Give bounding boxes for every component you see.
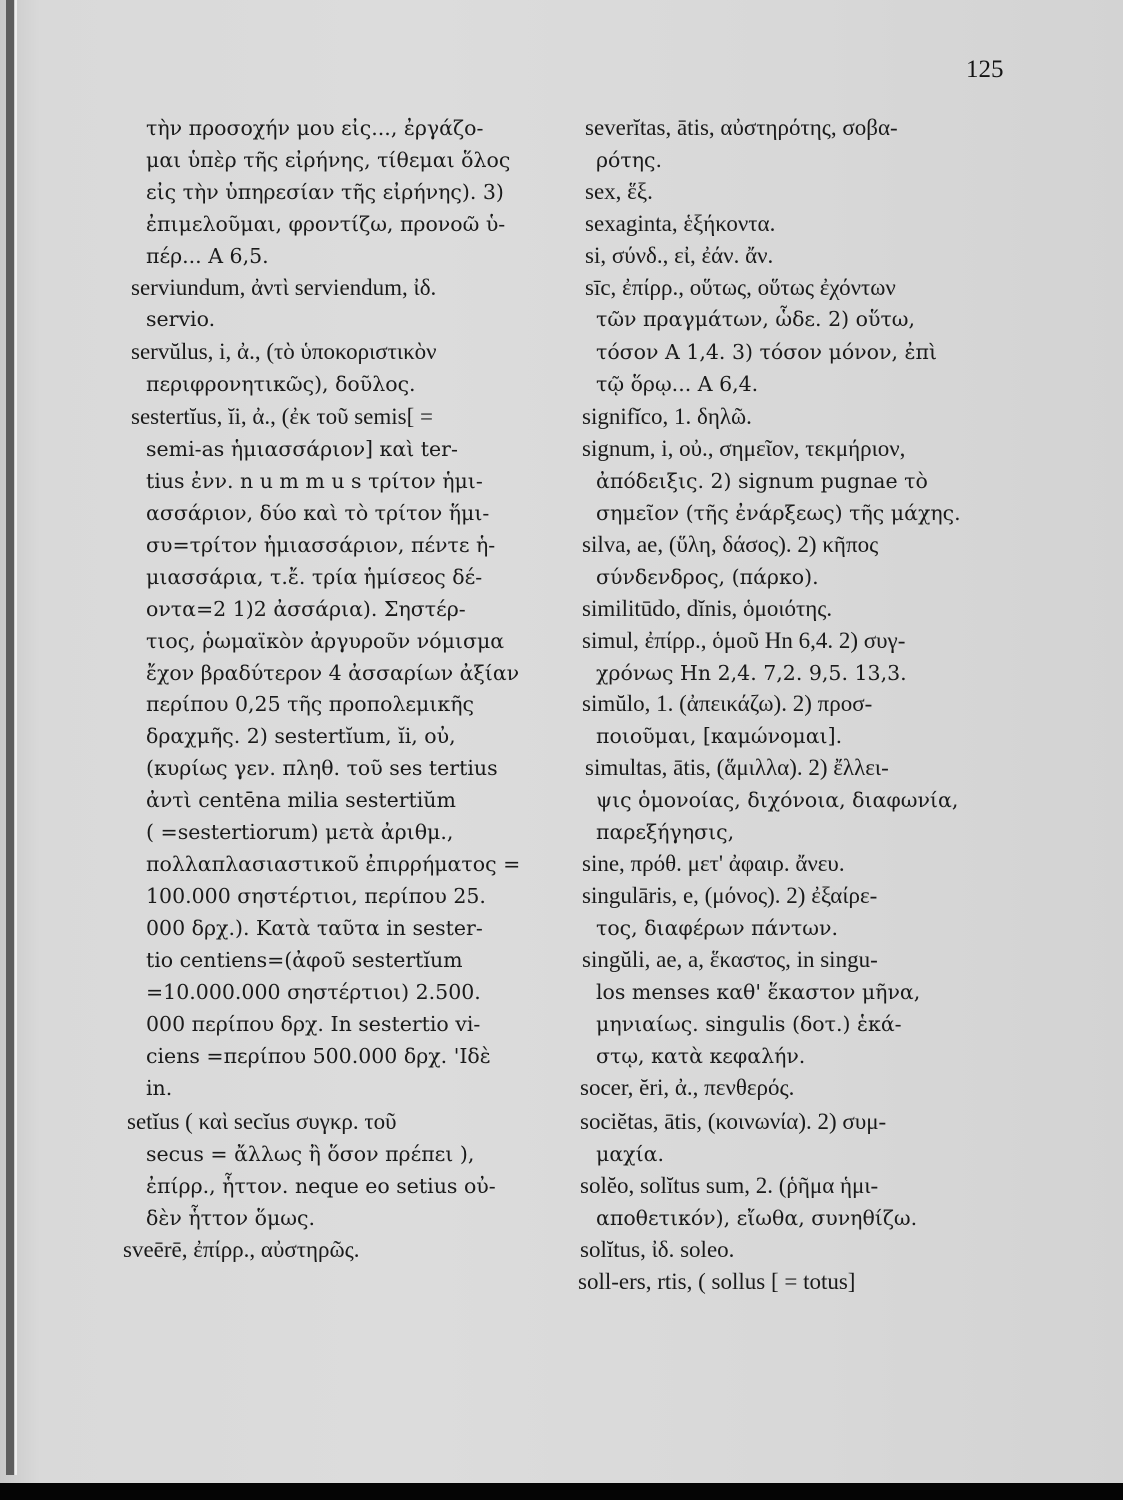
entry-continuation-line: περιφρονητικῶς), δοῦλος. [146, 372, 416, 396]
entry-continuation-line: χρόνως Hn 2,4. 7,2. 9,5. 13,3. [596, 661, 907, 685]
entry-continuation-line: tio centiens=(ἀφοῦ sestertĭum [146, 948, 463, 972]
entry-headword-line: simultas, ātis, (ἅμιλλα). 2) ἔλλει- [585, 755, 889, 780]
entry-continuation-line: =10.000.000 σηστέρτιοι) 2.500. [146, 980, 481, 1004]
entry-headword-line: silva, ae, (ὕλη, δάσος). 2) κῆπος [582, 532, 879, 557]
entry-headword-line: servŭlus, i, ἀ., (τὸ ὑποκοριστικὸν [131, 339, 437, 364]
entry-continuation-line: secus = ἄλλως ἢ ὅσον πρέπει ), [146, 1142, 475, 1166]
entry-continuation-line: εἰς τὴν ὑπηρεσίαν τῆς εἰρήνης). 3) [146, 180, 504, 204]
entry-continuation-line: τῷ ὅρῳ... Α 6,4. [596, 372, 759, 396]
entry-headword-line: solĕo, solĭtus sum, 2. (ῥῆμα ἡμι- [580, 1173, 879, 1198]
scan-bottom-edge [0, 1483, 1123, 1500]
entry-continuation-line: ( =sestertiorum) μετὰ ἀριθμ., [146, 820, 454, 844]
entry-continuation-line: in. [146, 1076, 173, 1100]
entry-headword-line: setĭus ( καὶ secĭus συγκρ. τοῦ [127, 1109, 397, 1134]
entry-continuation-line: αποθετικόν), εἴωθα, συνηθίζω. [596, 1206, 918, 1230]
entry-continuation-line: ἐπιμελοῦμαι, φροντίζω, προνοῶ ὑ- [146, 212, 506, 236]
entry-continuation-line: ψις ὁμονοίας, διχόνοια, διαφωνία, [596, 788, 959, 812]
entry-continuation-line: σημεῖον (τῆς ἐνάρξεως) τῆς μάχης. [596, 501, 961, 525]
entry-continuation-line: ἀπόδειξις. 2) signum pugnae τὸ [596, 469, 928, 493]
entry-headword-line: serviundum, ἀντὶ serviendum, ἰδ. [131, 275, 437, 300]
entry-continuation-line: πέρ... Α 6,5. [146, 244, 269, 268]
page-number: 125 [966, 56, 1004, 83]
entry-continuation-line: τος, διαφέρων πάντων. [596, 916, 838, 940]
entry-continuation-line: ποιοῦμαι, [καμώνομαι]. [596, 724, 843, 748]
entry-continuation-line: τῶν πραγμάτων, ὧδε. 2) οὕτω, [596, 307, 916, 331]
entry-headword-line: signifĭco, 1. δηλῶ. [582, 404, 752, 429]
entry-continuation-line: τιος, ῥωμαϊκὸν ἀργυροῦν νόμισμα [146, 629, 505, 653]
entry-continuation-line: ἐπίρρ., ἧττον. neque eo setius οὐ- [146, 1174, 496, 1198]
entry-continuation-line: tius ἐνν. n u m m u s τρίτον ἡμι- [146, 469, 483, 493]
entry-headword-line: singulāris, e, (μόνος). 2) ἐξαίρε- [582, 883, 878, 908]
entry-headword-line: sveērē, ἐπίρρ., αὐστηρῶς. [123, 1237, 360, 1262]
entry-continuation-line: 000 δρχ.). Κατὰ ταῦτα in sester- [146, 916, 483, 940]
entry-continuation-line: τόσον Α 1,4. 3) τόσον μόνον, ἐπὶ [596, 340, 937, 364]
entry-headword-line: signum, i, οὐ., σημεῖον, τεκμήριον, [582, 436, 906, 461]
entry-headword-line: sine, πρόθ. μετ' ἀφαιρ. ἄνευ. [582, 851, 845, 876]
entry-continuation-line: ciens =περίπου 500.000 δρχ. 'Ιδὲ [146, 1044, 491, 1068]
entry-headword-line: soll-ers, rtis, ( sollus [ = totus] [578, 1269, 856, 1294]
entry-continuation-line: 000 περίπου δρχ. In sestertio vi- [146, 1012, 481, 1036]
entry-continuation-line: μιασσάρια, τ.ἔ. τρία ἡμίσεος δέ- [146, 565, 483, 589]
entry-continuation-line: 100.000 σηστέρτιοι, περίπου 25. [146, 884, 486, 908]
entry-continuation-line: ἔχον βραδύτερον 4 ἀσσαρίων ἀξίαν [146, 661, 520, 685]
entry-headword-line: sociĕtas, ātis, (κοινωνία). 2) συμ- [580, 1109, 887, 1134]
entry-continuation-line: μηνιαίως. singulis (δοτ.) ἑκά- [596, 1012, 902, 1036]
entry-headword-line: singŭli, ae, a, ἕκαστος, in singu- [582, 947, 878, 972]
entry-continuation-line: στῳ, κατὰ κεφαλήν. [596, 1044, 806, 1068]
entry-headword-line: severĭtas, ātis, αὐστηρότης, σοβα- [585, 115, 898, 140]
entry-continuation-line: συ=τρίτον ἡμιασσάριον, πέντε ἡ- [146, 533, 496, 557]
entry-continuation-line: semi-as ἡμιασσάριον] καὶ ter- [146, 437, 458, 461]
binding-gutter-highlight [15, 0, 17, 1475]
entry-continuation-line: σύνδενδρος, (πάρκο). [596, 565, 819, 589]
entry-continuation-line: ρότης. [596, 148, 663, 172]
entry-headword-line: simul, ἐπίρρ., ὁμοῦ Hn 6,4. 2) συγ- [582, 628, 906, 653]
entry-continuation-line: τὴν προσοχήν μου εἰς..., ἐργάζο- [146, 116, 484, 140]
entry-continuation-line: πολλαπλασιαστικοῦ ἐπιρρήματος = [146, 852, 521, 876]
entry-continuation-line: los menses καθ' ἕκαστον μῆνα, [596, 980, 921, 1004]
entry-headword-line: solĭtus, ἰδ. soleo. [580, 1237, 735, 1262]
entry-continuation-line: δὲν ἧττον ὅμως. [146, 1206, 315, 1230]
entry-headword-line: sīc, ἐπίρρ., οὕτως, οὕτως ἐχόντων [585, 275, 896, 300]
entry-headword-line: similitūdo, dĭnis, ὁμοιότης. [582, 596, 833, 621]
entry-continuation-line: μαι ὑπὲρ τῆς εἰρήνης, τίθεμαι ὅλος [146, 148, 511, 172]
entry-continuation-line: ασσάριον, δύο καὶ τὸ τρίτον ἥμι- [146, 501, 490, 525]
entry-headword-line: sestertĭus, ĭi, ἀ., (ἐκ τοῦ semis[ = [131, 404, 433, 429]
entry-headword-line: sexaginta, ἑξήκοντα. [585, 211, 776, 236]
entry-headword-line: simŭlo, 1. (ἀπεικάζω). 2) προσ- [582, 691, 873, 716]
entry-continuation-line: μαχία. [596, 1142, 664, 1166]
entry-continuation-line: servio. [146, 307, 216, 331]
binding-gutter [6, 0, 14, 1475]
entry-continuation-line: δραχμῆς. 2) sestertĭum, ĭi, οὐ, [146, 724, 456, 748]
entry-headword-line: si, σύνδ., εἰ, ἐάν. ἄν. [585, 243, 774, 268]
entry-headword-line: sex, ἕξ. [585, 179, 653, 204]
entry-continuation-line: ἀντὶ centēna milia sestertiŭm [146, 788, 456, 812]
entry-headword-line: socer, ĕri, ἀ., πενθερός. [580, 1075, 795, 1100]
entry-continuation-line: οντα=2 1)2 ἀσσάρια). Σηστέρ- [146, 597, 466, 621]
entry-continuation-line: περίπου 0,25 τῆς προπολεμικῆς [146, 692, 474, 716]
entry-continuation-line: παρεξήγησις, [596, 820, 735, 844]
entry-continuation-line: (κυρίως γεν. πληθ. τοῦ ses tertius [146, 756, 498, 780]
